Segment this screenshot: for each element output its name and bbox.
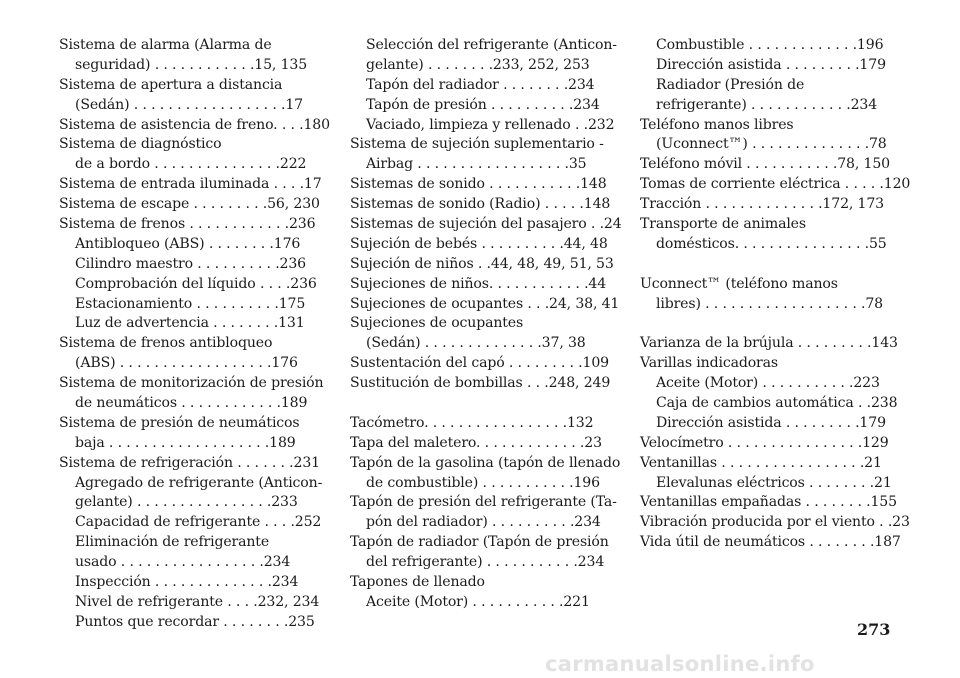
index-entry: Sistema de frenos . . . . . . . . . . . .236 [59, 216, 316, 233]
index-entry: Sistema de presión de neumáticos [59, 414, 300, 431]
index-subentry: Elevalunas eléctricos . . . . . . . .21 [656, 474, 892, 491]
index-subentry: Puntos que recordar . . . . . . . .235 [75, 613, 315, 630]
index-subentry: Aceite (Motor) . . . . . . . . . . .223 [656, 375, 880, 392]
index-subentry: (ABS) . . . . . . . . . . . . . . . . . .176 [75, 355, 298, 372]
index-subentry: Capacidad de refrigerante . . . .252 [75, 514, 322, 531]
index-subentry: Radiador (Presión de [656, 76, 805, 93]
index-subentry: Vaciado, limpieza y rellenado . .232 [366, 116, 615, 133]
index-subentry: (Sedán) . . . . . . . . . . . . . . . . . .17 [75, 96, 303, 113]
index-entry: Sistema de escape . . . . . . . . .56, 230 [59, 196, 320, 213]
index-subentry: Tapón del radiador . . . . . . . .234 [366, 76, 595, 93]
index-entry: Sistema de sujeción suplementario - [350, 136, 604, 153]
index-entry: Tomas de corriente eléctrica . . . . .120 [640, 176, 911, 193]
index-subentry: Selección del refrigerante (Anticon- [366, 37, 617, 53]
page-number: 273 [857, 620, 891, 639]
section-spacer [350, 394, 606, 414]
index-subentry: Caja de cambios automática . .238 [656, 395, 898, 412]
index-subentry: de neumáticos . . . . . . . . . . . .189 [75, 395, 308, 412]
index-subentry: Comprobación del líquido . . . .236 [75, 275, 317, 292]
index-subentry: pón del radiador) . . . . . . . . . .234 [366, 514, 601, 531]
index-entry: Ventanillas . . . . . . . . . . . . . . . . .21 [640, 454, 882, 471]
index-entry: Tacómetro. . . . . . . . . . . . . . . . .132 [350, 414, 594, 431]
index-entry: Sujeciones de niños. . . . . . . . . . . .44 [350, 275, 607, 292]
index-entry: Ventanillas empañadas . . . . . . . .155 [640, 494, 897, 511]
index-subentry: refrigerante) . . . . . . . . . . . .234 [656, 96, 878, 113]
index-entry: Tracción . . . . . . . . . . . . . .172, 173 [640, 196, 884, 213]
section-spacer [640, 255, 896, 275]
index-entry: Tapón de presión del refrigerante (Ta- [350, 494, 617, 511]
index-entry: Sujeciones de ocupantes . . .24, 38, 41 [350, 295, 620, 312]
index-entry: Sistemas de sujeción del pasajero . .24 [350, 216, 622, 233]
index-subentry: Dirección asistida . . . . . . . . .179 [656, 414, 886, 431]
index-entry: Varillas indicadoras [640, 355, 778, 372]
index-entry: Tapón de radiador (Tapón de presión [350, 534, 609, 551]
index-subentry: Aceite (Motor) . . . . . . . . . . .221 [366, 593, 590, 610]
index-column-2 [350, 36, 622, 613]
index-subentry: Antibloqueo (ABS) . . . . . . . .176 [75, 235, 301, 252]
index-subentry: baja . . . . . . . . . . . . . . . . . . .189 [75, 434, 296, 451]
index-entry: Sistemas de sonido (Radio) . . . . .148 [350, 196, 611, 213]
index-subentry: gelante) . . . . . . . . . . . . . . . .233 [75, 494, 298, 511]
index-entry: Tapones de llenado [350, 574, 485, 591]
index-entry: Sistema de frenos antibloqueo [59, 335, 273, 352]
index-entry: Sistema de alarma (Alarma de [59, 37, 272, 53]
index-subentry: Tapón de presión . . . . . . . . . .234 [366, 96, 600, 113]
index-entry: Transporte de animales [640, 216, 806, 233]
index-entry: Sujeciones de ocupantes [350, 315, 524, 332]
index-subentry: Estacionamiento . . . . . . . . . .175 [75, 295, 306, 312]
index-entry: Sujeción de bebés . . . . . . . . . .44, 48 [350, 235, 608, 252]
index-entry: Teléfono manos libres [640, 116, 794, 133]
index-subentry: Dirección asistida . . . . . . . . .179 [656, 56, 886, 73]
index-subentry: Cilindro maestro . . . . . . . . . .236 [75, 255, 306, 272]
index-subentry: Nivel de refrigerante . . . .232, 234 [75, 593, 320, 610]
index-subentry: Eliminación de refrigerante [75, 534, 270, 551]
index-entry: Sistema de monitorización de presión [59, 375, 324, 392]
index-subentry: Inspección . . . . . . . . . . . . . .234 [75, 574, 299, 591]
index-entry: Vibración producida por el viento . .23 [640, 514, 910, 531]
index-subentry: de a bordo . . . . . . . . . . . . . . .222 [75, 156, 307, 173]
index-entry: Velocímetro . . . . . . . . . . . . . . . .129 [640, 434, 889, 451]
index-subentry: gelante) . . . . . . . .233, 252, 253 [366, 56, 590, 73]
index-subentry: Agregado de refrigerante (Anticon- [75, 474, 323, 491]
index-entry: Sustentación del capó . . . . . . . . .109 [350, 355, 609, 372]
index-entry: Tapón de la gasolina (tapón de llenado [350, 454, 621, 471]
index-entry: Sistema de apertura a distancia [59, 76, 283, 93]
index-subentry: (Sedán) . . . . . . . . . . . . . .37, 38 [366, 335, 586, 352]
index-subentry: de combustible) . . . . . . . . . . .196 [366, 474, 600, 491]
index-subentry: Airbag . . . . . . . . . . . . . . . . . .35 [366, 156, 587, 173]
index-subentry: libres) . . . . . . . . . . . . . . . . . . .78 [656, 295, 883, 312]
index-entry: Teléfono móvil . . . . . . . . . . .78, 150 [640, 156, 890, 173]
index-entry: Sistema de entrada iluminada . . . .17 [59, 176, 322, 193]
index-entry: Tapa del maletero. . . . . . . . . . . . .23 [350, 434, 602, 451]
index-entry: Sustitución de bombillas . . .248, 249 [350, 375, 611, 392]
index-entry: Varianza de la brújula . . . . . . . . .143 [640, 335, 898, 352]
index-entry: Uconnect™ (teléfono manos [640, 275, 838, 292]
index-subentry: Luz de advertencia . . . . . . . .131 [75, 315, 305, 332]
section-spacer [640, 314, 896, 334]
index-subentry: usado . . . . . . . . . . . . . . . . .234 [75, 554, 291, 571]
index-entry: Sistema de asistencia de freno. . . .180 [59, 116, 330, 133]
index-column-3 [640, 36, 911, 553]
index-subentry: del refrigerante) . . . . . . . . . . .234 [366, 554, 605, 571]
index-entry: Sujeción de niños . .44, 48, 49, 51, 53 [350, 255, 614, 272]
index-entry: Vida útil de neumáticos . . . . . . . .187 [640, 534, 901, 551]
index-subentry: Combustible . . . . . . . . . . . . .196 [656, 37, 884, 53]
watermark-logo: carmanualsonline.info [545, 652, 815, 676]
index-subentry: domésticos. . . . . . . . . . . . . . . .55 [656, 235, 887, 252]
index-column-1 [59, 36, 330, 633]
index-entry: Sistema de refrigeración . . . . . . .231 [59, 454, 320, 471]
index-subentry: (Uconnect™) . . . . . . . . . . . . . .78 [656, 136, 887, 153]
index-entry: Sistemas de sonido . . . . . . . . . . .148 [350, 176, 607, 193]
index-entry: Sistema de diagnóstico [59, 136, 222, 153]
index-subentry: seguridad) . . . . . . . . . . . .15, 135 [75, 56, 308, 73]
